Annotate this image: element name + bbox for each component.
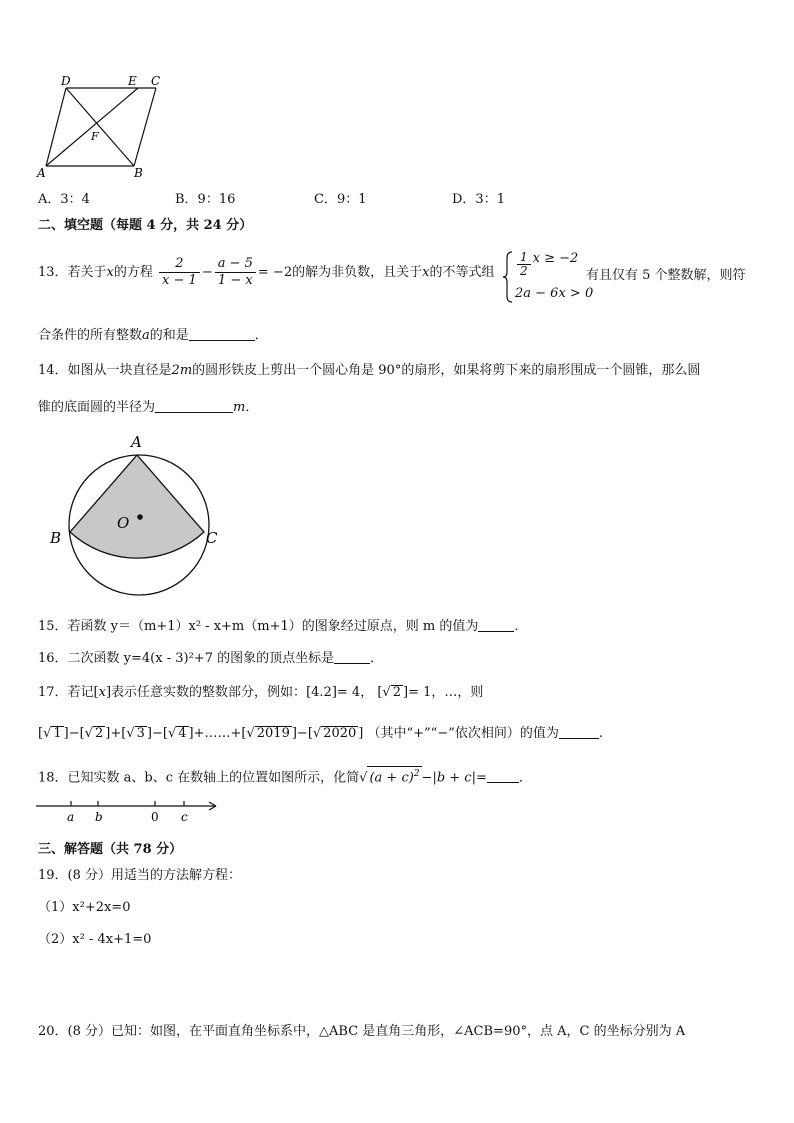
label-C: C [151, 74, 161, 88]
question-19-part-2: （2）x² - 4x+1=0 [38, 932, 152, 947]
question-15: 15．若函数 y＝（m+1）x² - x+m（m+1）的图象经过原点，则 m 的值为 ． [38, 619, 528, 634]
tick-label-zero: 0 [151, 810, 159, 824]
option-b: B．9：16 [175, 192, 236, 207]
option-d: D．3：1 [452, 192, 505, 207]
question-13-line-1: 13．若关于x的方程 $\frac{2}{x - 1}$ − $\frac{a - 5}{1 - x}$ = −2的解为非负数，且关于x的不等式组 [38, 256, 495, 288]
label-B: B [50, 529, 62, 547]
label-F: F [91, 130, 99, 143]
question-20: 20．(8 分）已知：如图，在平面直角坐标系中，△ABC 是直角三角形，∠ACB=90°，点 A，C 的坐标分别为 A [38, 1024, 686, 1039]
question-16: 16．二次函数 y=4(x - 3)²+7 的图象的顶点坐标是 ． [38, 651, 384, 666]
option-c: C．9：1 [314, 192, 367, 207]
tick-label-c: c [181, 810, 188, 824]
option-a: A．3：4 [38, 192, 90, 207]
section-heading-fill-in: 二、填空题（每题 4 分，共 24 分） [38, 218, 253, 233]
label-A: A [37, 166, 46, 180]
question-13-line-1-end: 有且仅有 5 个整数解，则符 [586, 268, 746, 283]
sector-figure [44, 430, 234, 602]
question-17-line-2: [√ 1 ]−[√ 2 ]+[√ 3 ]−[√ 4 ]+……+[√ 2019 ]−[√ 2020 ] （其中“+”“−”依次相间）的值为 . [38, 726, 604, 741]
label-B: B [134, 166, 143, 180]
label-A: A [131, 433, 142, 451]
brace-icon [502, 250, 514, 304]
tick-label-a: a [67, 810, 75, 824]
parallelogram-figure [30, 74, 170, 184]
question-17-line-1: 17．若记[x]表示任意实数的整数部分，例如：[4.2]= 4， [√ 2 ]= 1，…，则 [38, 685, 484, 700]
question-13-line-2: 合条件的所有整数a的和是 ． [38, 328, 268, 343]
number-line [34, 797, 224, 827]
label-E: E [128, 74, 137, 88]
inequality-2: 2a − 6x > 0 [515, 286, 594, 301]
section-heading-solutions: 三、解答题（共 78 分） [38, 842, 183, 857]
tick-label-b: b [95, 810, 103, 824]
question-18: 18．已知实数 a、b、c 在数轴上的位置如图所示，化简√ $(a + c)^2 -|b + c|=$ ． [38, 766, 532, 785]
inequality-1: $\frac{1}{2}$ x ≥ −2 [515, 251, 578, 278]
question-14-line-1: 14．如图从一块直径是2m的圆形铁皮上剪出一个圆心角是 90°的扇形，如果将剪下来的扇形围成一个圆锥，那么圆 [38, 363, 701, 378]
question-19-part-1: （1）x²+2x=0 [38, 900, 131, 915]
label-D: D [61, 74, 71, 88]
question-14-line-2: 锥的底面圆的半径为 m． [38, 400, 259, 415]
question-19-title: 19．(8 分）用适当的方法解方程： [38, 868, 242, 883]
label-O: O [117, 514, 130, 532]
label-C: C [206, 529, 218, 547]
